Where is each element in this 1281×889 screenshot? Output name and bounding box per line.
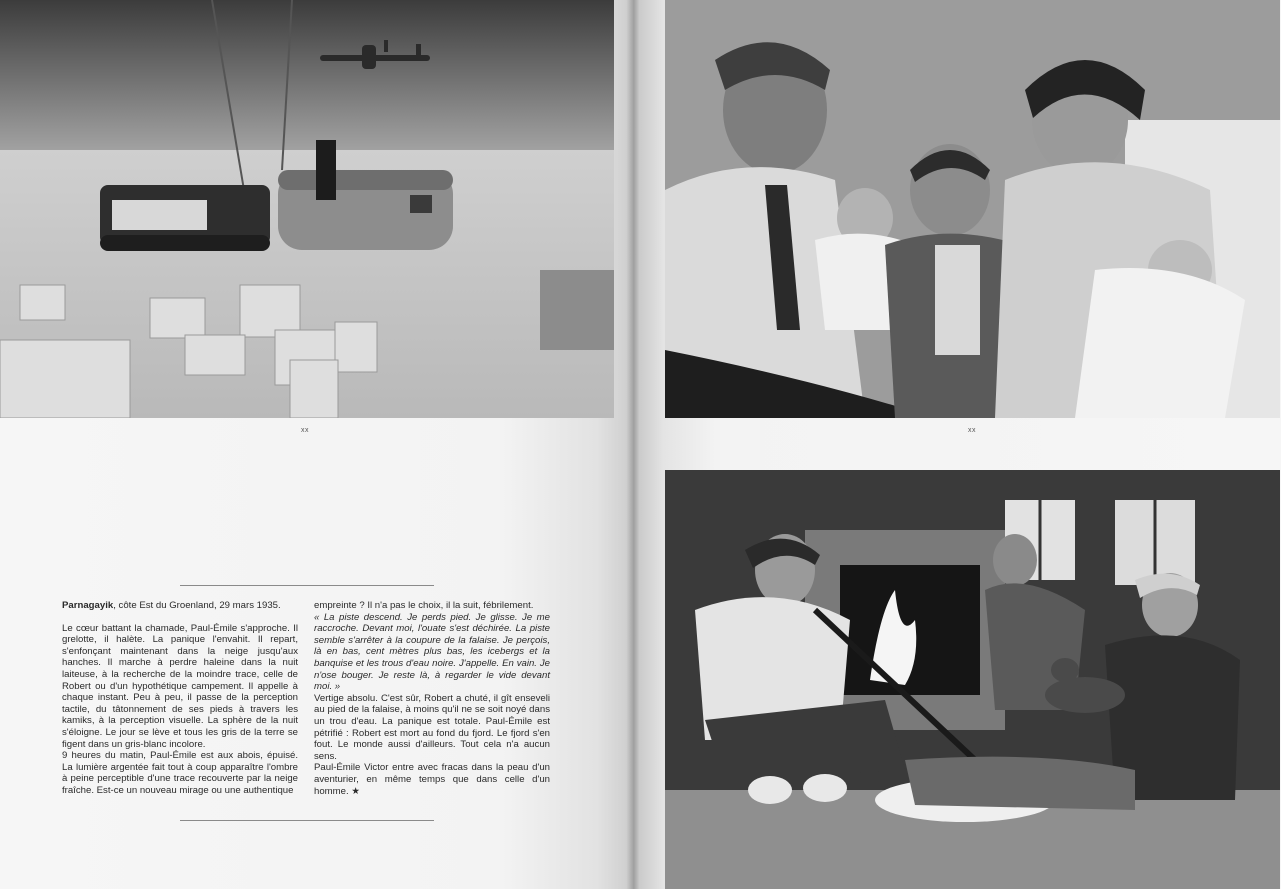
article-column-1: [62, 600, 298, 797]
paragraph-1: Le cœur battant la chamade, Paul-Émile s'approche. Il grelotte, il halète. La panique l'envahit. Il repart, s'enfonçant maintenant dans la neige jusqu'aux hanches. Il marche à perdre haleine dans la nuit laiteuse, à la recherche de la moindre trace, celle de Robert ou d'un hypothétique campement. Il appelle à chaque instant. Peu à peu, il passe de la perception tactile, du tâtonnement de ses pieds à travers les kamiks, à la perception visuelle. La sphère de la nuit s'éloigne. Le jour se lève et tous les gris de la terre se figent dans un gris-blanc incolore.: [62, 622, 298, 750]
left-folio: xx: [301, 427, 309, 434]
quote: « La piste descend. Je perds pied. Je glisse. Je me raccroche. Devant moi, l'ouate s'est déchirée. La piste semble s'arrêter à la coupure de la falaise. Je perçois, là en bas, cent mètres plus bas, les icebergs et la banquise et les trous d'eau noire. J'appelle. En vain. Je n'ose bouger. Je reste là, à regarder le vide devant moi. »: [314, 611, 550, 693]
place-name: Parnagayik: [62, 600, 114, 611]
family-portrait-photo: [665, 0, 1280, 418]
right-folio: xx: [968, 427, 976, 434]
cabin-fireplace-photo: [665, 470, 1280, 889]
column-2-lead: empreinte ? Il n'a pas le choix, il la suit, fébrilement.: [314, 600, 534, 611]
bottom-rule: [180, 820, 434, 821]
closing-paragraph: Paul-Émile Victor entre avec fracas dans la peau d'un aventurier, en même temps que dans celle d'un homme.: [314, 762, 550, 797]
dateline-rest: , côte Est du Groenland, 29 mars 1935.: [113, 600, 281, 611]
book-gutter: [626, 0, 640, 889]
top-rule: [180, 585, 434, 586]
dateline: [62, 600, 298, 612]
family-with-babies-icon: [665, 0, 1280, 418]
men-by-fireplace-icon: [665, 470, 1280, 889]
polar-expedition-icon: [0, 0, 614, 418]
column-2-paragraph: Vertige absolu. C'est sûr, Robert a chuté, il gît enseveli au pied de la falaise, à moins qu'il ne se soit noyé dans un trou d'eau. La panique est totale. Paul-Émile est pétrifié : Robert est mort au fond du fjord. Le fjord s'en fout. Le monde aussi d'ailleurs. Tout cela n'a aucun sens.: [314, 692, 550, 762]
article-column-2: [314, 600, 550, 797]
end-star-icon: ★: [351, 785, 360, 797]
paragraph-2: 9 heures du matin, Paul-Émile est aux abois, épuisé. La lumière argentée fait tout à coup apparaître l'ombre à peine perceptible d'une trace recouverte par la neige fraîche. Est-ce un nouveau mirage ou une authentique: [62, 750, 298, 796]
polar-camp-photo: [0, 0, 614, 418]
